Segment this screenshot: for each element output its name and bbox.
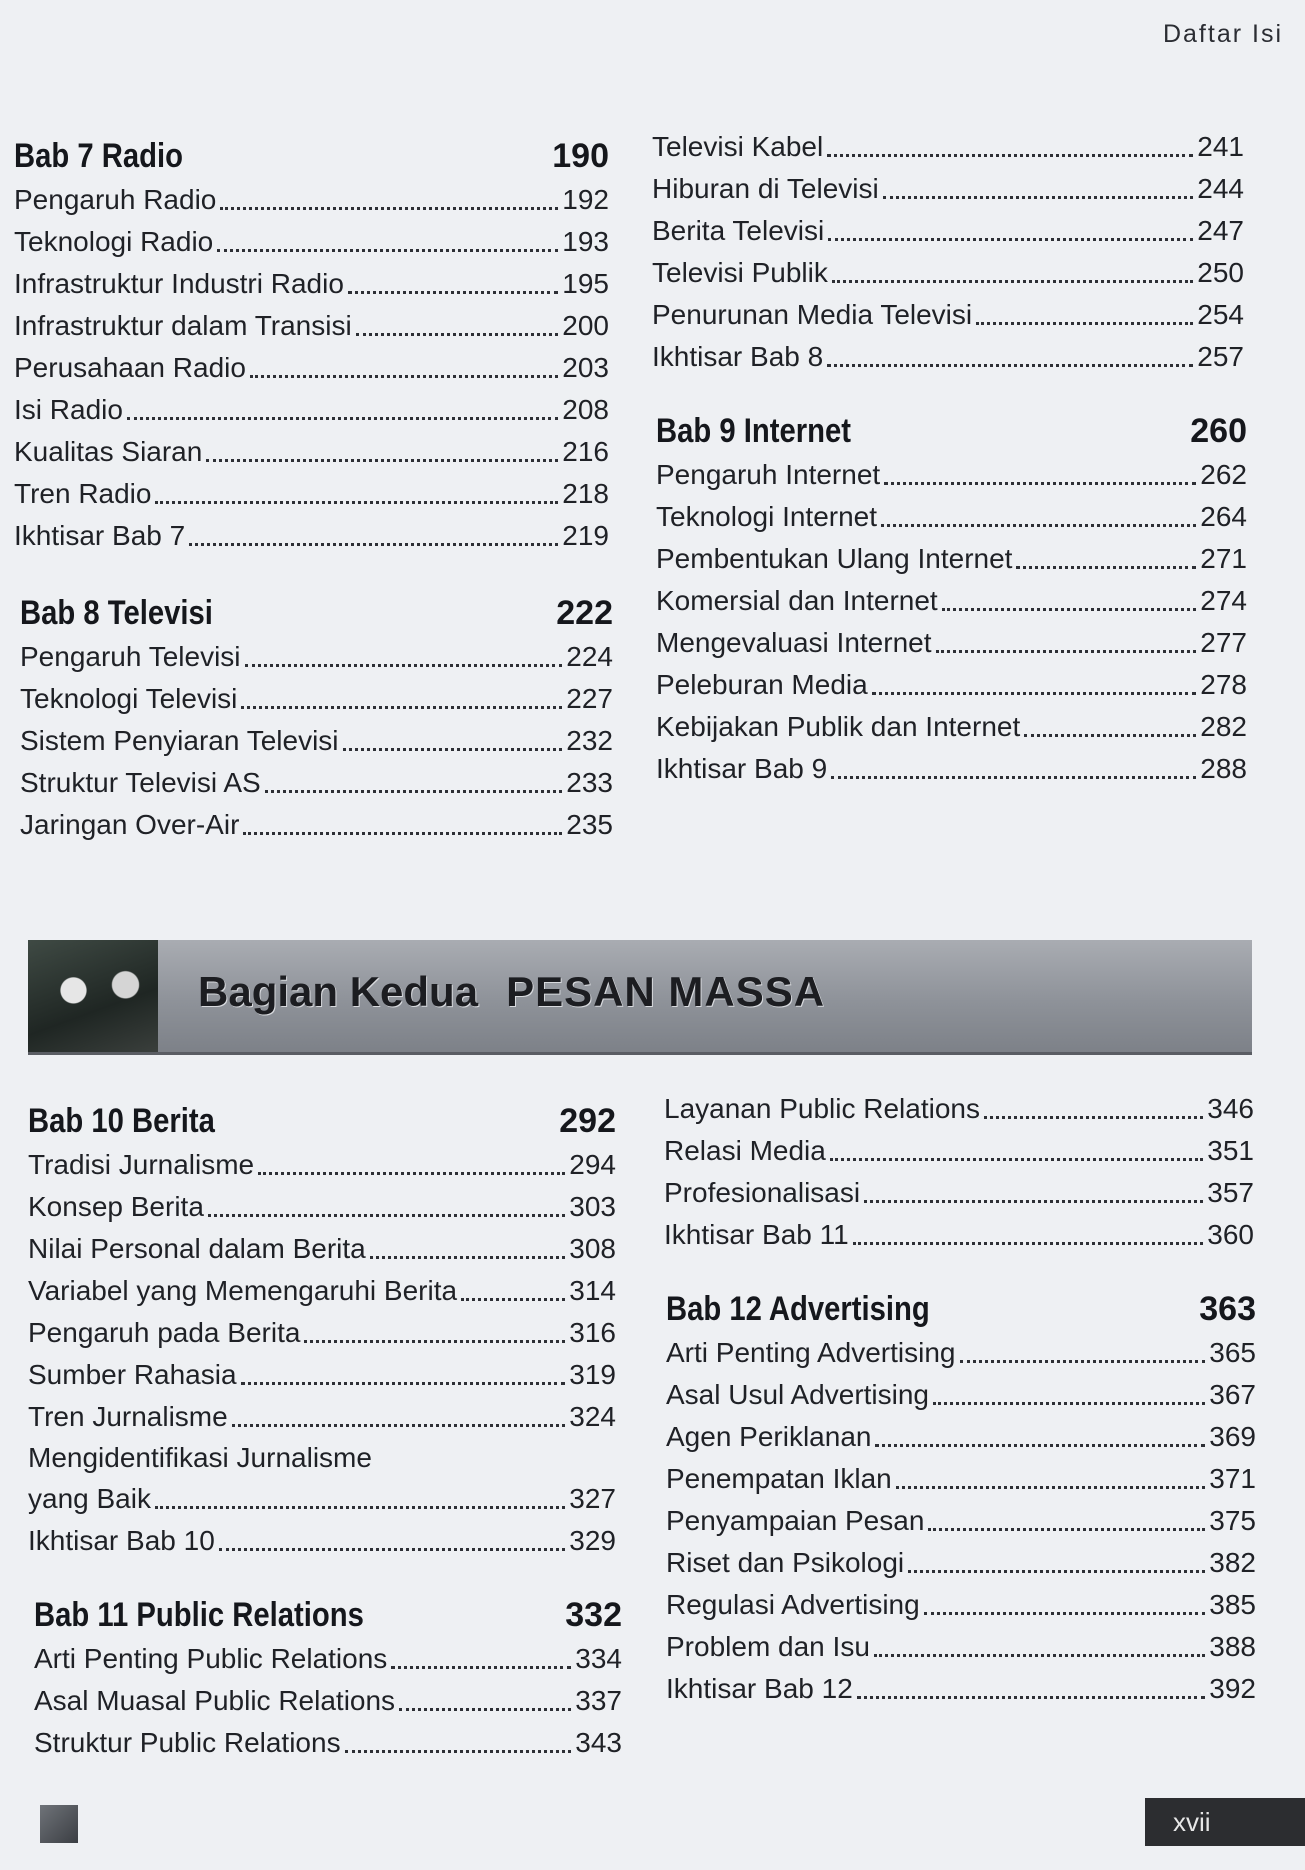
toc-entry[interactable]: [34, 1722, 622, 1764]
toc-entry[interactable]: [652, 336, 1244, 378]
toc-entry[interactable]: [28, 1354, 616, 1396]
chapter-heading[interactable]: [666, 1286, 1256, 1332]
toc-entry[interactable]: [652, 168, 1244, 210]
entry-label: Profesionalisasi: [664, 1177, 861, 1208]
chapter-title: Bab 9 Internet: [656, 412, 851, 450]
toc-entry[interactable]: [14, 305, 609, 347]
toc-entry[interactable]: [14, 389, 609, 431]
entry-page: 360: [1207, 1219, 1254, 1250]
section-bab9: [656, 408, 1247, 790]
dot-leader: [399, 1708, 571, 1711]
dot-leader: [853, 1242, 1204, 1245]
entry-page: 247: [1197, 215, 1244, 246]
toc-entry[interactable]: [14, 263, 609, 305]
entry-label: Infrastruktur dalam Transisi: [14, 310, 352, 341]
entry-label: Ikhtisar Bab 11: [664, 1219, 849, 1250]
entry-page: 337: [575, 1685, 622, 1716]
entry-page: 288: [1200, 753, 1247, 784]
entry-label: Infrastruktur Industri Radio: [14, 268, 344, 299]
entry-page: 274: [1200, 585, 1247, 616]
toc-entry[interactable]: [28, 1270, 616, 1312]
entry-page: 193: [562, 226, 609, 257]
entry-label: yang Baik: [28, 1483, 151, 1514]
toc-entry[interactable]: [652, 210, 1244, 252]
entry-label: Penurunan Media Televisi: [652, 299, 973, 330]
section-bab11: [34, 1592, 622, 1764]
entry-page: 346: [1207, 1093, 1254, 1124]
entry-page: 277: [1200, 627, 1247, 658]
entry-page: 203: [562, 352, 609, 383]
entry-label: Pengaruh Internet: [656, 459, 881, 490]
entry-page: 192: [562, 184, 609, 215]
entry-label: Regulasi Advertising: [666, 1589, 920, 1620]
toc-entry[interactable]: [656, 580, 1247, 622]
dot-leader: [250, 375, 558, 378]
toc-entry[interactable]: [20, 720, 613, 762]
entry-label: Tren Radio: [14, 478, 152, 509]
toc-entry[interactable]: [14, 347, 609, 389]
toc-entry[interactable]: [28, 1396, 616, 1438]
entry-label: Peleburan Media: [656, 669, 868, 700]
entry-label: Relasi Media: [664, 1135, 826, 1166]
toc-entry[interactable]: [14, 515, 609, 557]
entry-page: 250: [1197, 257, 1244, 288]
dot-leader: [828, 238, 1193, 241]
toc-entry-continuation[interactable]: [28, 1478, 616, 1520]
toc-entry[interactable]: [664, 1214, 1254, 1256]
chapter-page: 260: [1190, 412, 1247, 450]
dot-leader: [127, 417, 558, 420]
entry-page: 316: [569, 1317, 616, 1348]
entry-page: 382: [1209, 1547, 1256, 1578]
dot-leader: [232, 1424, 566, 1427]
entry-label: Isi Radio: [14, 394, 123, 425]
toc-entry[interactable]: [14, 221, 609, 263]
toc-entry[interactable]: [664, 1130, 1254, 1172]
entry-label: Penempatan Iklan: [666, 1463, 892, 1494]
banner-part-title: PESAN MASSA: [506, 968, 826, 1015]
chapter-page: 222: [556, 594, 613, 632]
entry-page: 357: [1207, 1177, 1254, 1208]
toc-entry[interactable]: [20, 804, 613, 846]
entry-label: Mengidentifikasi Jurnalisme: [28, 1442, 372, 1473]
entry-page: 219: [562, 520, 609, 551]
toc-entry[interactable]: [656, 664, 1247, 706]
dot-leader: [461, 1298, 565, 1301]
chapter-title: Bab 10 Berita: [28, 1102, 215, 1140]
entry-label: Berita Televisi: [652, 215, 825, 246]
dot-leader: [875, 1444, 1205, 1447]
entry-page: 369: [1209, 1421, 1256, 1452]
entry-page: 319: [569, 1359, 616, 1390]
entry-page: 271: [1200, 543, 1247, 574]
toc-entry[interactable]: [34, 1680, 622, 1722]
entry-label: Nilai Personal dalam Berita: [28, 1233, 366, 1264]
entry-page: 208: [562, 394, 609, 425]
dot-leader: [241, 706, 562, 709]
entry-page: 224: [566, 641, 613, 672]
toc-entry[interactable]: [28, 1520, 616, 1562]
entry-label: Problem dan Isu: [666, 1631, 870, 1662]
footer-ornament: [40, 1805, 78, 1843]
entry-label: Riset dan Psikologi: [666, 1547, 905, 1578]
dot-leader: [827, 364, 1193, 367]
dot-leader: [217, 249, 558, 252]
entry-label: Pengaruh Radio: [14, 184, 217, 215]
toc-entry[interactable]: [666, 1542, 1256, 1584]
toc-entry[interactable]: [20, 762, 613, 804]
toc-entry[interactable]: [666, 1416, 1256, 1458]
entry-page: 244: [1197, 173, 1244, 204]
entry-page: 385: [1209, 1589, 1256, 1620]
chapter-title: Bab 11 Public Relations: [34, 1596, 364, 1634]
entry-page: 365: [1209, 1337, 1256, 1368]
entry-page: 371: [1209, 1463, 1256, 1494]
entry-page: 200: [562, 310, 609, 341]
toc-entry[interactable]: [656, 748, 1247, 790]
toc-entry[interactable]: [652, 252, 1244, 294]
entry-page: 264: [1200, 501, 1247, 532]
section-bab12: [666, 1286, 1256, 1710]
entry-label: Pembentukan Ulang Internet: [656, 543, 1013, 574]
chapter-heading[interactable]: [20, 590, 613, 636]
entry-label: Sistem Penyiaran Televisi: [20, 725, 339, 756]
entry-label: Struktur Public Relations: [34, 1727, 341, 1758]
dot-leader: [857, 1696, 1206, 1699]
toc-entry[interactable]: [666, 1668, 1256, 1710]
entry-label: Mengevaluasi Internet: [656, 627, 932, 658]
entry-label: Variabel yang Memengaruhi Berita: [28, 1275, 458, 1306]
entry-label: Televisi Kabel: [652, 131, 824, 162]
toc-entry[interactable]: [28, 1186, 616, 1228]
dot-leader: [832, 280, 1193, 283]
entry-label: Arti Penting Public Relations: [34, 1643, 388, 1674]
section-bab8-continued: [652, 126, 1244, 378]
entry-page: 367: [1209, 1379, 1256, 1410]
toc-entry[interactable]: [20, 678, 613, 720]
entry-page: 282: [1200, 711, 1247, 742]
dot-leader: [830, 1158, 1203, 1161]
entry-page: 375: [1209, 1505, 1256, 1536]
toc-list: [20, 636, 613, 846]
entry-label: Teknologi Radio: [14, 226, 214, 257]
entry-page: 218: [562, 478, 609, 509]
dot-leader: [265, 790, 563, 793]
toc-entry[interactable]: [28, 1144, 616, 1186]
toc-entry[interactable]: [666, 1374, 1256, 1416]
entry-label: Pengaruh Televisi: [20, 641, 241, 672]
entry-label: Kebijakan Publik dan Internet: [656, 711, 1021, 742]
dot-leader: [960, 1360, 1206, 1363]
entry-label: Agen Periklanan: [666, 1421, 872, 1452]
toc-entry[interactable]: [14, 179, 609, 221]
chapter-page: 363: [1199, 1290, 1256, 1328]
dot-leader: [908, 1570, 1205, 1573]
chapter-heading[interactable]: [28, 1098, 616, 1144]
entry-page: 327: [569, 1483, 616, 1514]
banner-photo: [28, 940, 158, 1052]
dot-leader: [924, 1612, 1206, 1615]
toc-entry[interactable]: [656, 622, 1247, 664]
dot-leader: [241, 1382, 566, 1385]
toc-list: [666, 1332, 1256, 1710]
entry-label: Tren Jurnalisme: [28, 1401, 228, 1432]
section-bab7: [14, 133, 609, 557]
dot-leader: [933, 1402, 1205, 1405]
dot-leader: [155, 501, 558, 504]
entry-label: Ikhtisar Bab 9: [656, 753, 828, 784]
section-bab8: [20, 590, 613, 846]
entry-page: 254: [1197, 299, 1244, 330]
dot-leader: [370, 1256, 566, 1259]
dot-leader: [348, 291, 558, 294]
entry-label: Kualitas Siaran: [14, 436, 203, 467]
toc-entry[interactable]: [14, 473, 609, 515]
entry-page: 308: [569, 1233, 616, 1264]
toc-entry[interactable]: [14, 431, 609, 473]
banner-heading: [198, 968, 825, 1016]
entry-page: 388: [1209, 1631, 1256, 1662]
entry-page: 314: [569, 1275, 616, 1306]
chapter-title: Bab 7 Radio: [14, 137, 183, 175]
entry-label: Konsep Berita: [28, 1191, 204, 1222]
dot-leader: [831, 776, 1196, 779]
dot-leader: [936, 650, 1197, 653]
dot-leader: [189, 543, 558, 546]
dot-leader: [874, 1654, 1205, 1657]
dot-leader: [245, 664, 563, 667]
entry-page: 233: [566, 767, 613, 798]
entry-page: 195: [562, 268, 609, 299]
entry-label: Asal Usul Advertising: [666, 1379, 930, 1410]
entry-label: Jaringan Over-Air: [20, 809, 240, 840]
entry-label: Teknologi Televisi: [20, 683, 238, 714]
toc-list: [656, 454, 1247, 790]
section-bab11-continued: [664, 1088, 1254, 1256]
banner-part-label: Bagian Kedua: [198, 968, 479, 1015]
toc-entry[interactable]: [666, 1626, 1256, 1668]
entry-label: Struktur Televisi AS: [20, 767, 261, 798]
entry-page: 351: [1207, 1135, 1254, 1166]
entry-label: Komersial dan Internet: [656, 585, 938, 616]
entry-page: 278: [1200, 669, 1247, 700]
entry-label: Layanan Public Relations: [664, 1093, 980, 1124]
toc-entry[interactable]: [28, 1228, 616, 1270]
entry-page: 343: [575, 1727, 622, 1758]
entry-page: 216: [562, 436, 609, 467]
entry-label: Pengaruh pada Berita: [28, 1317, 301, 1348]
entry-label: Televisi Publik: [652, 257, 828, 288]
section-bab10: [28, 1098, 616, 1562]
toc-entry[interactable]: [652, 294, 1244, 336]
toc-entry[interactable]: [666, 1332, 1256, 1374]
entry-page: 241: [1197, 131, 1244, 162]
chapter-page: 190: [552, 137, 609, 175]
dot-leader: [884, 482, 1196, 485]
chapter-page: 292: [559, 1102, 616, 1140]
entry-page: 329: [569, 1525, 616, 1556]
toc-entry[interactable]: [28, 1438, 616, 1478]
entry-label: Arti Penting Advertising: [666, 1337, 956, 1368]
chapter-title: Bab 8 Televisi: [20, 594, 213, 632]
entry-label: Penyampaian Pesan: [666, 1505, 925, 1536]
dot-leader: [896, 1486, 1206, 1489]
entry-label: Ikhtisar Bab 7: [14, 520, 186, 551]
dot-leader: [356, 333, 559, 336]
chapter-page: 332: [565, 1596, 622, 1634]
running-header: Daftar Isi: [1162, 20, 1283, 48]
toc-entry[interactable]: [34, 1638, 622, 1680]
chapter-heading[interactable]: [14, 133, 609, 179]
dot-leader: [219, 1548, 566, 1551]
dot-leader: [827, 154, 1193, 157]
entry-page: 235: [566, 809, 613, 840]
toc-entry[interactable]: [656, 706, 1247, 748]
dot-leader: [243, 832, 562, 835]
dot-leader: [881, 524, 1196, 527]
dot-leader: [1024, 734, 1196, 737]
entry-page: 294: [569, 1149, 616, 1180]
dot-leader: [345, 1750, 572, 1753]
entry-label: Ikhtisar Bab 12: [666, 1673, 853, 1704]
dot-leader: [208, 1214, 565, 1217]
toc-list: [34, 1638, 622, 1764]
part-banner: [28, 940, 1252, 1055]
dot-leader: [1016, 566, 1196, 569]
toc-list: [14, 179, 609, 557]
entry-page: 334: [575, 1643, 622, 1674]
toc-entry[interactable]: [28, 1312, 616, 1354]
dot-leader: [391, 1666, 571, 1669]
entry-label: Ikhtisar Bab 10: [28, 1525, 215, 1556]
entry-label: Perusahaan Radio: [14, 352, 246, 383]
entry-label: Teknologi Internet: [656, 501, 878, 532]
entry-label: Sumber Rahasia: [28, 1359, 237, 1390]
toc-entry[interactable]: [664, 1088, 1254, 1130]
entry-page: 392: [1209, 1673, 1256, 1704]
page-number: xvii: [1145, 1798, 1305, 1846]
dot-leader: [258, 1172, 565, 1175]
entry-page: 262: [1200, 459, 1247, 490]
entry-page: 232: [566, 725, 613, 756]
dot-leader: [942, 608, 1197, 611]
entry-page: 303: [569, 1191, 616, 1222]
entry-page: 227: [566, 683, 613, 714]
entry-label: Tradisi Jurnalisme: [28, 1149, 255, 1180]
dot-leader: [984, 1116, 1203, 1119]
dot-leader: [220, 207, 558, 210]
dot-leader: [864, 1200, 1203, 1203]
dot-leader: [343, 748, 563, 751]
toc-entry[interactable]: [20, 636, 613, 678]
toc-entry[interactable]: [656, 538, 1247, 580]
toc-entry[interactable]: [666, 1500, 1256, 1542]
dot-leader: [206, 459, 558, 462]
dot-leader: [883, 196, 1194, 199]
chapter-title: Bab 12 Advertising: [666, 1290, 930, 1328]
toc-entry[interactable]: [656, 454, 1247, 496]
toc-list: [664, 1088, 1254, 1256]
dot-leader: [304, 1340, 565, 1343]
chapter-heading[interactable]: [34, 1592, 622, 1638]
toc-list: [652, 126, 1244, 378]
entry-label: Hiburan di Televisi: [652, 173, 879, 204]
dot-leader: [155, 1506, 565, 1509]
dot-leader: [976, 322, 1193, 325]
entry-page: 324: [569, 1401, 616, 1432]
entry-label: Ikhtisar Bab 8: [652, 341, 824, 372]
toc-entry[interactable]: [664, 1172, 1254, 1214]
toc-list: [28, 1144, 616, 1438]
dot-leader: [928, 1528, 1205, 1531]
toc-entry[interactable]: [666, 1584, 1256, 1626]
toc-entry[interactable]: [652, 126, 1244, 168]
toc-entry[interactable]: [656, 496, 1247, 538]
entry-label: Asal Muasal Public Relations: [34, 1685, 396, 1716]
entry-page: 257: [1197, 341, 1244, 372]
toc-entry[interactable]: [666, 1458, 1256, 1500]
chapter-heading[interactable]: [656, 408, 1247, 454]
dot-leader: [872, 692, 1197, 695]
